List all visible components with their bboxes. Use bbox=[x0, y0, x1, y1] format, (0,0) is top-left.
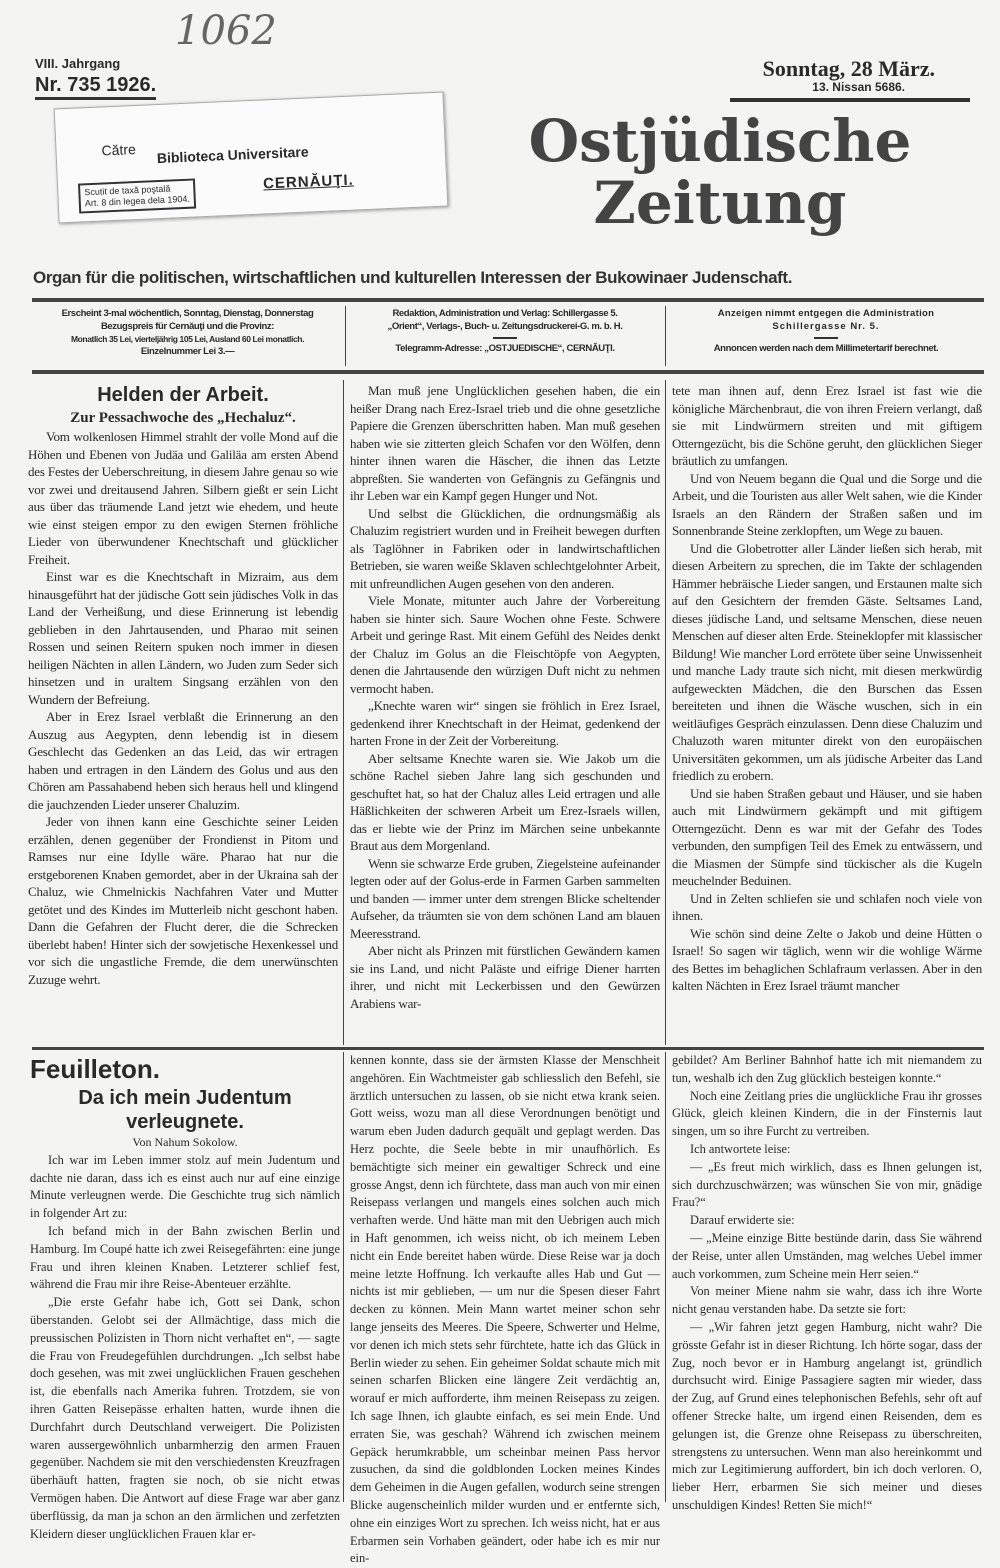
paragraph: tete man ihnen auf, denn Erez Israel ist fast wie die königliche Märchenbraut, die von ihren Freiern verlangt, daß sie mit Lindwürmern streiten und mit giftigem Otterngezücht, bis die Schöne geruht, den glücklichen Sieger bräutlich zu umfangen. bbox=[672, 383, 982, 468]
paragraph: Ich war im Leben immer stolz auf mein Judentum und dachte nie daran, dass ich es einst auch nur auf eine einzige Minute verleugnen werde. Die Geschichte trug sich nämlich in folgender Art zu: bbox=[30, 1152, 340, 1221]
paragraph: gebildet? Am Berliner Bahnhof hatte ich mit niemandem zu tun, weshalb ich den Zug glücklich besteigen konnte.“ bbox=[672, 1053, 982, 1085]
divider bbox=[493, 337, 517, 339]
paragraph: „Die erste Gefahr habe ich, Gott sei Dank, schon überstanden. Gelobt sei der Allmächtige, dass mich die preussischen Polizisten in Thorn nicht verhaftet en“, — sagte die Frau von Freudegefühlen durchdrungen. „Ich selbst habe doch gesehen, was mit zwei unglücklichen Frauen geschehen ist, die ebenfalls nach Amerika fuhren. Trotzdem, sie von ihren Gatten Reisepässe erhalten hatten, wurde ihnen die Durchfahrt durch Deutschland verweigert. Die Polizisten waren aussergewöhnlich unbarmherzig den armen Frauen gegenüber. Nachdem sie mit den verschiedensten Kreuzfragen überhäuft hatten, fragten sie noch, ob sie nicht etwas Vermögen haben. Die Antwort auf diese Frage war aber ganz überflüssig, da man ja schon an den ärmlichen und zerfetzten Kleidern dieser unglücklichen Frauen klar er- bbox=[30, 1295, 340, 1541]
hebrew-date: 13. Nissan 5686. bbox=[812, 80, 905, 94]
info-line: Einzelnummer Lei 3.— bbox=[140, 345, 235, 357]
info-line: Anzeigen nimmt entgegen die Administration bbox=[717, 308, 935, 319]
postage-stamp-box bbox=[78, 178, 196, 213]
paragraph: Ich befand mich in der Bahn zwischen Berlin und Hamburg. Im Coupé hatte ich zwei Reisegefährten: eine junge Frau und ihren kleinen Knaben. Letzterer schlief fest, während die Frau mir ihre Reise-Abenteuer erzählte. bbox=[30, 1223, 340, 1292]
paragraph: — „Es freut mich wirklich, dass es Ihnen gelungen ist, sich durchzuschwärzen; was wünschen Sie von mir, gnädige Frau?“ bbox=[672, 1159, 982, 1210]
paragraph: Und die Globetrotter aller Länder ließen sich herab, mit diesen Arbeitern zu sprechen, die im Takte der schlagenden Hämmer hebräische Lieder sangen, und Erstaunen malte sich auf den Gesichtern der fremden Gäste. Seltsames Land, dieses jüdische Land, und seltsame Menschen, diese neuen Menschen auf dieser alten Erde. Steineklopfer mit klassischer Bildung! Wie mancher Lord errötete über seine Unwissenheit und manche Lady traute sich nicht, mit diesen merkwürdig aufgeweckten Mädchen, die den Burschen das Essen bereiteten und ihnen die Wäsche wuschen, sich in ein weitläufiges Gespräch einzulassen. Denn diese Chaluzim und Chaluzoth waren mitunter direkt von den europäischen Universitäten gekommen, um als jüdische Arbeiter das Land friedlich zu erobern. bbox=[672, 540, 982, 783]
paragraph: Und selbst die Glücklichen, die ordnungsmäßig als Chaluzim registriert wurden und in Freiheit bewegen durften als Taglöhner in Fabriken oder in landwirtschaftlichen Betrieben, sie waren weiße Sklaven schlechtgelohnter Arbeit, mit unfreundlichen Augen gesehen von den anderen. bbox=[350, 505, 660, 591]
paragraph: Wenn sie schwarze Erde gruben, Ziegelsteine aufeinander legten oder auf der Golus-erde in Farmen Garben sammelten und banden — immer unter dem strengen Blicke scheltender Aufseher, da träumten sie von dem schönen Land am blauen Meeresstrand. bbox=[350, 855, 660, 941]
stamp-line: Art. 8 din legea dela 1904. bbox=[84, 193, 191, 209]
issue-date: Sonntag, 28 März. bbox=[762, 56, 935, 81]
info-line: Redaktion, Administration und Verlag: Schillergasse 5. bbox=[392, 308, 618, 319]
paragraph: Jeder von ihnen kann eine Geschichte seiner Leiden erzählen, denen gegenüber der Frondienst in Pitom und Ramses nur eine Idylle wäre. Pharao hat nur die erstgeborenen Knaben gemordet, aber in der Ukraina sah der Chaluz, wie Chmelnickis Nachfahren Vater und Mutter getötet und des Kindes im Mutterleib nicht geschont haben. Dann die Gefahren der Flucht derer, die die Schrecken überlebt haben! Hinter sich der sowjetische Hexenkessel und vor sich die ungastliche Fremde, die dem unerwünschten Zuzuge wehrt. bbox=[28, 814, 338, 987]
paragraph: Noch eine Zeitlang pries die unglückliche Frau ihr grosses Glück, gleich kleinen Kindern, die in der Finsternis laut singen, um so ihre Furcht zu vertreiben. bbox=[672, 1088, 982, 1139]
stamp-line: Scutit de taxă poştală bbox=[84, 183, 171, 198]
feuilleton-title: Da ich mein Judentum verleugnete. bbox=[78, 1087, 292, 1133]
article-subtitle: Zur Pessachwoche des „Hechaluz“. bbox=[70, 410, 296, 426]
handwritten-number: 1062 bbox=[175, 8, 277, 54]
divider bbox=[665, 306, 666, 366]
info-line: Telegramm-Adresse: „OSTJUEDISCHE“, CERNĂUŢI. bbox=[395, 343, 615, 354]
paragraph: Ich antwortete leise: bbox=[690, 1141, 791, 1156]
paragraph: Vom wolkenlosen Himmel strahlt der volle Mond auf die Höhen und Ebenen von Judäa und Galiläa am ersten Abend des Festes der Ueberschreitung, in diesem Jahre genau so wie vor zwei und dreitausend Jahren. Silbern gießt er sein Licht aus über das träumende Land jetzt wie ehedem, und heute wie einst steigen empor zu den ewigen Sternen fröhliche Lieder von überwundener Knechtschaft und glücklicher Freiheit. bbox=[28, 429, 338, 567]
article-title: Helden der Arbeit. bbox=[97, 384, 269, 406]
feuilleton-column-1 bbox=[30, 1052, 340, 1541]
paragraph: „Knechte waren wir“ singen sie fröhlich in Erez Israel, gedenkend ihrer Knechtschaft in der Heimat, gedenkend der harten Frone in der Zeit der Vorbereitung. bbox=[350, 698, 660, 748]
paragraph: kennen konnte, dass sie der ärmsten Klasse der Menschheit angehören. Ein Wachtmeister gab schliesslich den Befehl, sie ärztlich untersuchen zu lassen, ob sie nicht etwa krank seien. Gott weiss, wozu man all diese Verordnungen benötigt und warum eben Juden dadurch gequält und geplagt werden. Das Herz pochte, die Seele bebte in mir unaufhörlich. Es bemächtigte sich meiner ein gewaltiger Schreck und eine grosse Angst, denn ich fürchtete, dass man auch von mir einen Reisepass verlangen und mangels eines solchen auch mich verhaften werde. Und hätte man mit den Uebrigen auch mich in Haft genommen, ich weiss nicht, ob ich meinem Leben nicht ein Ende bereitet haben würde. Diese Reise war ja doch meine letzte Hoffnung. Ich verkaufte alles Hab und Gut — nichts ist mir geblieben, — um nur die Spesen dieser Fahrt decken zu können. Mein Mann wartet meiner schon sehr lange jenseits des Meeres. Die Speere, Schwerter und Helme, vor denen ich mich stets sehr fürchtete, hatte ich das Glück in Berlin wieder zu sehen. Ein geheimer Soldat schaute mich mit seinen scharfen Blicken eine längere Zeit verdächtig an, worauf er mich aufforderte, ihm meinen Reisepass zu zeigen. Ich sage Ihnen, ich glaubte einfach, es sei mein Ende. Und erraten Sie, was geschah? Während ich zwischen meinem Gepäck herumkrabble, um scheinbar meinen Pass hervor zusuchen, da sind die goldblonden Locken meines Kindes dem Geheimen in die Augen gefallen, wodurch seine strengen Blicke augenscheinlich milder wurden und er entfernte sich, ohne ein einziges Wort zu sprechen. Ich weiss nicht, hat er aus Erbarmen sein Vorhaben geändert, oder habe ich es mir nur ein- bbox=[350, 1053, 660, 1566]
paragraph: Und von Neuem begann die Qual und die Sorge und die Arbeit, und die Touristen aus aller Welt sahen, wie die Kinder Israels an den Rändern der Straßen saßen und im Sonnenbrande Steine zerklopften, um Wege zu bauen. bbox=[672, 470, 982, 538]
divider bbox=[343, 1052, 344, 1502]
article-column-2 bbox=[350, 382, 660, 1012]
paragraph: — „Meine einzige Bitte bestünde darin, dass Sie während der Reise, unter allen Umständen, mag welches Uebel immer auch vorkommen, zum Scheine mein Herr seien.“ bbox=[672, 1230, 982, 1281]
info-line: Erscheint 3-mal wöchentlich, Sonntag, Dienstag, Donnerstag bbox=[61, 308, 314, 319]
paragraph: Viele Monate, mitunter auch Jahre der Vorbereitung haben sie hinter sich. Saure Wochen ohne Feste. Schwere Arbeit und geringe Rast. Mit einem Gefühl des Neides denkt der Chaluz im Golus an die Fleischtöpfe von Aegypten, denen die Jahrtausende den würzigen Duft nicht zu nehmen vermocht haben. bbox=[350, 593, 660, 696]
info-line: Monatlich 35 Lei, vierteljährig 105 Lei, Ausland 60 Lei monatlich. bbox=[70, 334, 305, 344]
paragraph: Aber nicht als Prinzen mit fürstlichen Gewändern kamen sie ins Land, und nicht Paläste und eifrige Diener harrten ihrer, und nicht mit Leckerbissen und den Gewürzen Arabiens war- bbox=[350, 943, 660, 1011]
paragraph: — „Wir fahren jetzt gegen Hamburg, nicht wahr? Die grösste Gefahr ist in dieser Richtung. Ich hörte sogar, dass der Zug, noch bevor er in Hamburg angelangt ist, gründlich durchsucht wird. Einige Passagiere sagten mir wieder, dass der Zug, auf Grund eines telephonischen Befehls, sehr oft auf offener Strecke halte, um irgend einen Reisenden, dem es gelungen ist, die Grenze ohne Reisepass zu überschreiten, strengstens zu untersuchen. Wenn man also hereinkommt und mich zur Legitimierung auffordert, bin ich doch verloren. O, lieber Herr, erbarmen Sie sich meiner und dieses unschuldigen Kindes! Retten Sie mich!“ bbox=[672, 1319, 982, 1512]
divider bbox=[730, 98, 970, 102]
paragraph: Und in Zelten schliefen sie und schlafen noch viele von ihnen. bbox=[672, 890, 982, 923]
divider bbox=[343, 380, 344, 1045]
label-to: Către bbox=[101, 141, 137, 159]
article-column-3 bbox=[672, 382, 982, 995]
subscription-info bbox=[32, 308, 343, 358]
info-line: „Orient“, Verlags-, Buch- u. Zeitungsdruckerei-G. m. b. H. bbox=[387, 320, 623, 332]
section-title: Feuilleton. bbox=[30, 1054, 160, 1084]
paragraph: Einst war es die Knechtschaft in Mizraim, aus dem hinausgeführt hat der jüdische Gott sein jüdisches Volk in das Land der Verheißung, und diese Erinnerung ist lebendig geblieben in den Jahrtausenden, und Pharao mit seinen Rossen und seinen Reitern spuken noch immer in diesen heiligen Nächten in allen Ländern, wo Juden zum Seder sich hinsetzen und in uraltem Singsang erzählen von den Wundern der Befreiung. bbox=[28, 569, 338, 707]
divider bbox=[814, 337, 838, 339]
info-line: Schillergasse Nr. 5. bbox=[772, 320, 880, 332]
feuilleton-column-3 bbox=[672, 1052, 982, 1512]
newspaper-title: Ostjüdische Zeitung bbox=[528, 107, 912, 237]
paragraph: Aber in Erez Israel verblaßt die Erinnerung an den Auszug aus Aegypten, denn lebendig ist in diesem Geschlecht das Gedenken an das Leid, das wir ertragen haben und ertragen in den Ländern des Golus und aus den Chören am Passahabend heben sich heraus hell und klingend die jauchzenden Lieder unserer Chaluzim. bbox=[28, 709, 338, 812]
divider bbox=[32, 370, 984, 374]
paragraph: Wie schön sind deine Zelte o Jakob und deine Hütten o Israel! So sagen wir täglich, wenn wir die wohlige Wärme des Bettes im behaglichen Schlafraum verlassen. Aber in den kalten Nächten in Erez Israel träumt mancher bbox=[672, 925, 982, 993]
info-line: Annoncen werden nach dem Millimetertarif berechnet. bbox=[713, 343, 939, 354]
divider bbox=[32, 298, 984, 302]
divider bbox=[665, 1052, 666, 1502]
address-label bbox=[54, 92, 449, 224]
paragraph: Darauf erwiderte sie: bbox=[690, 1213, 795, 1228]
divider bbox=[665, 380, 666, 1045]
advertising-info bbox=[670, 308, 982, 356]
newspaper-subtitle: Organ für die politischen, wirtschaftlichen und kulturellen Interessen der Bukowinaer Judenschaft. bbox=[33, 268, 793, 287]
paragraph: Aber seltsame Knechte waren sie. Wie Jakob um die schöne Rachel sieben Jahre lang sich geschunden und geschuftet hat, so hat der Chaluz alles Leid ertragen und alle Häßlichkeiten der schweren Arbeit um Erez-Israels willen, das er liebte wie der Prinz im Märchen seine unbekannte Braut aus dem Morgenland. bbox=[350, 750, 660, 853]
editorial-info bbox=[350, 308, 660, 356]
author: Von Nahum Sokolow. bbox=[132, 1135, 238, 1149]
article-column-1 bbox=[28, 382, 338, 988]
label-city: CERNĂUŢI. bbox=[262, 171, 355, 193]
volume: VIII. Jahrgang bbox=[35, 56, 121, 71]
paragraph: Und sie haben Straßen gebaut und Häuser, und sie haben auch mit Lindwürmern gekämpft und mit giftigem Otterngezücht. Denn es war mit der Gefahr des Todes verbunden, den sumpfigen Teil des Emek zu entwässern, und die Miasmen der Sümpfe sind tückischer als die Kugeln meuchelnder Beduinen. bbox=[672, 785, 982, 888]
divider bbox=[32, 1047, 984, 1050]
feuilleton-column-2 bbox=[350, 1052, 660, 1566]
paragraph: Man muß jene Unglücklichen gesehen haben, die ein heißer Drang nach Erez-Israel trieb und die ohne gesetzliche Papiere die Grenzen überschritten haben. Man muß gesehen haben wie sie zitterten gleich Schafen vor den Wölfen, denn hinter ihnen waren die Häscher, die ihnen das Letzte abpreßten. Sie wanderten von Gefängnis zu Gefängnis und ihr Leben war ein Kampf gegen Hunger und Not. bbox=[350, 383, 660, 503]
info-line: Bezugspreis für Cernăuţi und die Provinz: bbox=[100, 320, 275, 332]
divider bbox=[345, 306, 346, 366]
paragraph: Von meiner Miene nahm sie wahr, dass ich ihre Worte nicht genau verstanden habe. Da setzte sie fort: bbox=[672, 1284, 982, 1317]
issue-number: Nr. 735 1926. bbox=[35, 74, 156, 100]
label-recipient: Biblioteca Universitare bbox=[156, 143, 309, 167]
